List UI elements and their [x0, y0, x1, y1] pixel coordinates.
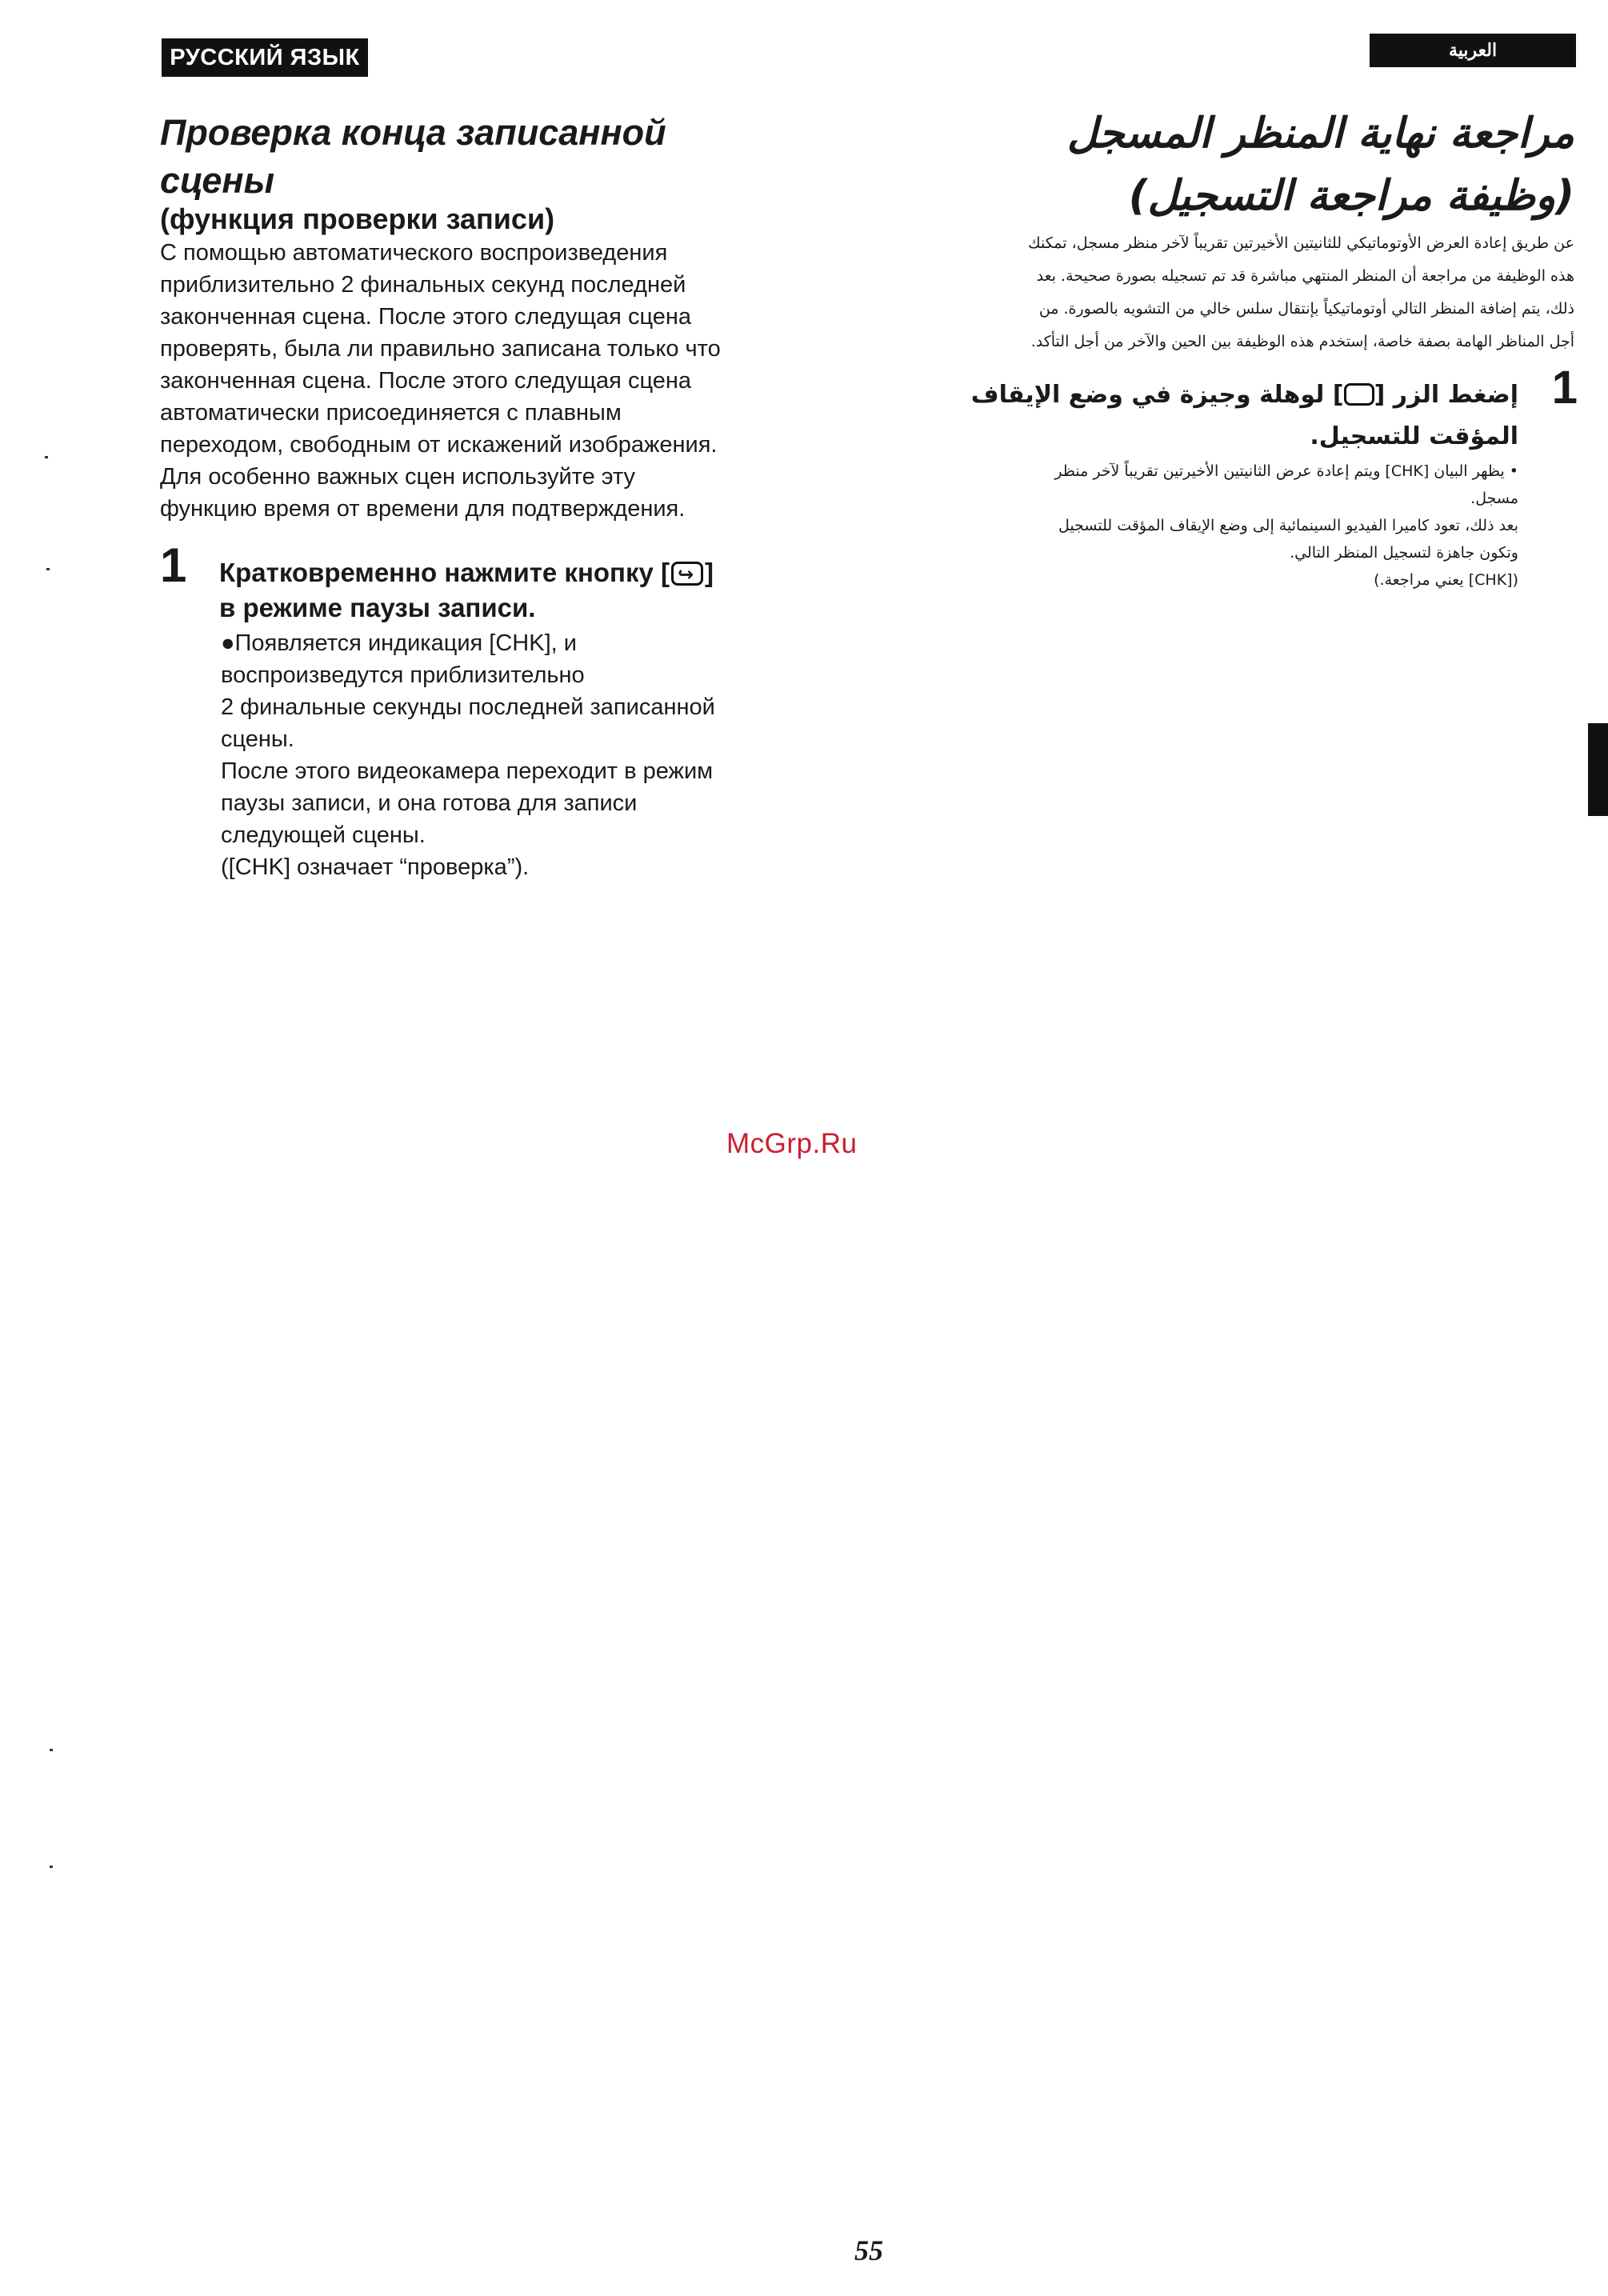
ru-step-heading-line-2: в режиме паузы записи.	[219, 593, 536, 622]
scan-mark	[50, 1749, 53, 1751]
ru-section-subtitle: (функция проверки записи)	[160, 202, 555, 235]
ru-step-heading-close: ]	[705, 558, 714, 587]
section-thumb-marker	[1588, 723, 1608, 816]
ru-step-bullet: ●Появляется индикация [CHK], и воспроизведутся приблизительно 2 финальные секунды последней записанной сцены. После этого видеокамера переходит в режим паузы записи, и она готова для записи следующей сцены. ([CHK] означает “проверка”).	[221, 630, 715, 880]
ru-step-number: 1	[160, 538, 187, 592]
ru-title-line-1: Проверка конца записанной	[160, 112, 666, 153]
ar-title-line-2: (وظيفة مراجعة التسجيل)	[1128, 172, 1574, 220]
ru-intro-paragraph: С помощью автоматического воспроизведения приблизительно 2 финальных секунд последней законченная сцена. После этого следущая сцена проверять, была ли правильно записана только что законченная сцена. После этого следущая сцена автоматически присоединяется с плавным переходом, свободным от искажений изображения. Для особенно важных сцен используйте эту функцию время от времени для подтверждения.	[160, 240, 721, 522]
ru-step-heading-text: Кратковременно нажмите кнопку [	[219, 558, 670, 587]
scan-mark	[50, 1866, 53, 1868]
ar-step-number: 1	[1551, 362, 1578, 414]
russian-language-tab: РУССКИЙ ЯЗЫК	[162, 38, 368, 77]
ru-title-line-2: сцены	[160, 160, 275, 201]
scan-mark	[46, 568, 50, 570]
ar-step-heading	[862, 374, 1518, 458]
ar-title-line-1: مراجعة نهاية المنظر المسجل	[1066, 110, 1574, 158]
ar-section-title	[806, 102, 1574, 227]
ar-step-bullet: • يظهر البيان [CHK] ويتم إعادة عرض الثانيتين الأخيرتين تقريباً لآخر منظر مسجل. بعد ذلك، تعود كاميرا الفيديو السينمائية إلى وضع الإيقاف المؤقت للتسجيل وتكون جاهزة لتسجيل المنظر التالي. ([CHK] يعني مراجعة.)	[1054, 462, 1518, 589]
page-number: 55	[854, 2234, 883, 2266]
ru-section-title	[160, 109, 824, 205]
ar-step-heading-rest: ] لوهلة وجيزة في وضع الإيقاف	[970, 381, 1344, 409]
ar-intro-paragraph: عن طريق إعادة العرض الأوتوماتيكي للثانيتين الأخيرتين تقريباً لآخر منظر مسجل، تمكنك هذه الوظيفة من مراجعة أن المنظر المنتهي مباشرة قد تم تسجيله بصورة صحيحة. بعد ذلك، يتم إضافة المنظر التالي أوتوماتيكياً بإنتقال سلس خالي من التشويه بالصورة. من أجل المناظر الهامة بصفة خاصة، إستخدم هذه الوظيفة بين الحين والآخر من أجل التأكد.	[1028, 234, 1574, 350]
arabic-language-tab: العربية	[1370, 34, 1576, 67]
record-check-icon-ar	[1344, 383, 1374, 406]
ru-step-heading	[219, 555, 827, 626]
scan-mark	[45, 456, 48, 458]
watermark: McGrp.Ru	[726, 1128, 858, 1159]
ar-step-heading-text: إضغط الزر [	[1374, 381, 1518, 409]
ar-step-heading-line-2: المؤقت للتسجيل.	[1310, 422, 1518, 450]
record-check-icon	[671, 562, 703, 586]
